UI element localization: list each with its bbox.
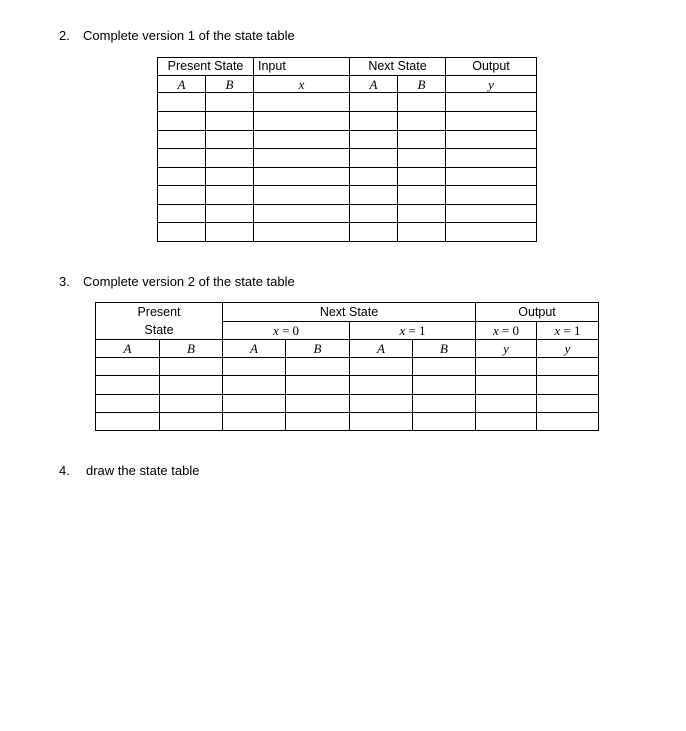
table1-present-state-header: Present State xyxy=(158,58,254,76)
table-cell[interactable] xyxy=(446,186,537,205)
table-cell[interactable] xyxy=(286,413,350,431)
table-cell[interactable] xyxy=(350,168,398,186)
table2-next-x1-header xyxy=(350,322,476,340)
table-cell[interactable] xyxy=(413,395,476,413)
table-cell[interactable] xyxy=(350,205,398,223)
table-cell[interactable] xyxy=(537,358,599,376)
table-cell[interactable] xyxy=(398,149,446,168)
question-4-number: 4. xyxy=(59,463,70,478)
table-cell[interactable] xyxy=(158,223,206,242)
table-cell[interactable] xyxy=(254,112,350,131)
table-cell[interactable] xyxy=(206,223,254,242)
table2-var-a: A xyxy=(96,340,160,358)
table-cell[interactable] xyxy=(158,131,206,149)
table1-var-next-a: A xyxy=(350,76,398,93)
table-cell[interactable] xyxy=(398,168,446,186)
table2-next-x1-var: x xyxy=(399,323,406,338)
table-cell[interactable] xyxy=(254,131,350,149)
table-cell[interactable] xyxy=(446,223,537,242)
table-cell[interactable] xyxy=(206,168,254,186)
table-cell[interactable] xyxy=(350,395,413,413)
table2-var-y-x0: y xyxy=(476,340,537,358)
table-cell[interactable] xyxy=(223,376,286,395)
table1-input-header: Input xyxy=(254,58,350,76)
table2-variable-row xyxy=(96,340,599,358)
table-cell[interactable] xyxy=(537,395,599,413)
table-cell[interactable] xyxy=(413,413,476,431)
table2-present-header-line1: Present xyxy=(96,303,223,322)
table-cell[interactable] xyxy=(206,205,254,223)
state-table-version-1 xyxy=(157,57,537,242)
table-cell[interactable] xyxy=(350,358,413,376)
table2-next-x1-eq: = 1 xyxy=(405,323,426,338)
question-2-number: 2. xyxy=(59,28,70,43)
table2-var-y-x1: y xyxy=(537,340,599,358)
table1-var-a: A xyxy=(158,76,206,93)
table2-var-b: B xyxy=(160,340,223,358)
table-cell[interactable] xyxy=(476,395,537,413)
table-cell[interactable] xyxy=(206,112,254,131)
table-cell[interactable] xyxy=(350,93,398,112)
table-cell[interactable] xyxy=(398,131,446,149)
table-row xyxy=(158,205,537,223)
table-cell[interactable] xyxy=(158,93,206,112)
table2-next-state-header: Next State xyxy=(223,303,476,322)
table-cell[interactable] xyxy=(398,112,446,131)
table-cell[interactable] xyxy=(158,149,206,168)
table2-var-next-b-x0: B xyxy=(286,340,350,358)
table-cell[interactable] xyxy=(96,376,160,395)
table-cell[interactable] xyxy=(223,413,286,431)
table-cell[interactable] xyxy=(206,149,254,168)
table-cell[interactable] xyxy=(446,131,537,149)
table-cell[interactable] xyxy=(350,413,413,431)
table-cell[interactable] xyxy=(446,93,537,112)
table2-output-x1-header xyxy=(537,322,599,340)
question-2 xyxy=(59,28,295,43)
table-row xyxy=(158,168,537,186)
table-cell[interactable] xyxy=(96,358,160,376)
table-row xyxy=(96,413,599,431)
question-3 xyxy=(59,274,295,289)
table-cell[interactable] xyxy=(254,149,350,168)
table-cell[interactable] xyxy=(206,93,254,112)
table-cell[interactable] xyxy=(398,186,446,205)
table-cell[interactable] xyxy=(223,395,286,413)
table2-output-x0-header xyxy=(476,322,537,340)
table-cell[interactable] xyxy=(537,376,599,395)
table-cell[interactable] xyxy=(158,112,206,131)
table-cell[interactable] xyxy=(350,131,398,149)
table-cell[interactable] xyxy=(254,223,350,242)
table-cell[interactable] xyxy=(286,395,350,413)
table-cell[interactable] xyxy=(446,112,537,131)
table-cell[interactable] xyxy=(96,395,160,413)
table-cell[interactable] xyxy=(446,149,537,168)
table-row xyxy=(96,376,599,395)
table-cell[interactable] xyxy=(158,205,206,223)
table1-output-header: Output xyxy=(446,58,537,76)
table-cell[interactable] xyxy=(446,205,537,223)
table-row xyxy=(96,395,599,413)
table-cell[interactable] xyxy=(350,186,398,205)
table-cell[interactable] xyxy=(398,93,446,112)
table2-next-x0-eq: = 0 xyxy=(278,323,300,338)
table1-var-x: x xyxy=(254,76,350,93)
table-cell[interactable] xyxy=(160,413,223,431)
table-cell[interactable] xyxy=(158,186,206,205)
table-cell[interactable] xyxy=(254,93,350,112)
table2-output-x0-var: x xyxy=(492,323,499,338)
table-cell[interactable] xyxy=(206,186,254,205)
table-cell[interactable] xyxy=(413,358,476,376)
table-cell[interactable] xyxy=(476,413,537,431)
table-cell[interactable] xyxy=(254,186,350,205)
table2-output-x1-var: x xyxy=(554,323,561,338)
question-2-text: Complete version 1 of the state table xyxy=(83,28,295,43)
table-cell[interactable] xyxy=(254,168,350,186)
state-table-version-2 xyxy=(95,302,599,431)
table-cell[interactable] xyxy=(350,149,398,168)
table-cell[interactable] xyxy=(398,223,446,242)
table1-var-next-b: B xyxy=(398,76,446,93)
table-row xyxy=(158,186,537,205)
table-cell[interactable] xyxy=(476,358,537,376)
table-cell[interactable] xyxy=(286,358,350,376)
table-cell[interactable] xyxy=(160,376,223,395)
table-row xyxy=(158,223,537,242)
table2-next-x0-var: x xyxy=(272,323,279,338)
table2-present-header-line2: State xyxy=(96,322,223,340)
table1-variable-row xyxy=(158,76,537,93)
table-row xyxy=(158,149,537,168)
table-cell[interactable] xyxy=(160,395,223,413)
question-4-text: draw the state table xyxy=(86,463,200,478)
table-cell[interactable] xyxy=(160,358,223,376)
table-cell[interactable] xyxy=(446,168,537,186)
table2-output-header: Output xyxy=(476,303,599,322)
table2-var-next-a-x1: A xyxy=(350,340,413,358)
table-cell[interactable] xyxy=(206,131,254,149)
table-cell[interactable] xyxy=(286,376,350,395)
table-cell[interactable] xyxy=(398,205,446,223)
table-cell[interactable] xyxy=(350,223,398,242)
table-cell[interactable] xyxy=(350,376,413,395)
table-cell[interactable] xyxy=(350,112,398,131)
question-4 xyxy=(59,463,199,478)
table-row xyxy=(158,93,537,112)
table1-next-state-header: Next State xyxy=(350,58,446,76)
table1-var-y: y xyxy=(446,76,537,93)
table2-output-x1-eq: = 1 xyxy=(560,323,581,338)
table-cell[interactable] xyxy=(158,168,206,186)
question-3-number: 3. xyxy=(59,274,70,289)
table2-output-x0-eq: = 0 xyxy=(498,323,520,338)
table-cell[interactable] xyxy=(476,376,537,395)
table1-header-row xyxy=(158,58,537,76)
table-row xyxy=(158,112,537,131)
table-cell[interactable] xyxy=(254,205,350,223)
table1-var-b: B xyxy=(206,76,254,93)
table-cell[interactable] xyxy=(537,413,599,431)
table2-var-next-b-x1: B xyxy=(413,340,476,358)
table2-header-row-1 xyxy=(96,303,599,322)
table-cell[interactable] xyxy=(223,358,286,376)
table2-header-row-2 xyxy=(96,322,599,340)
table-row xyxy=(96,358,599,376)
table-cell[interactable] xyxy=(96,413,160,431)
question-3-text: Complete version 2 of the state table xyxy=(83,274,295,289)
table-row xyxy=(158,131,537,149)
table2-next-x0-header xyxy=(223,322,350,340)
table2-var-next-a-x0: A xyxy=(223,340,286,358)
table-cell[interactable] xyxy=(413,376,476,395)
